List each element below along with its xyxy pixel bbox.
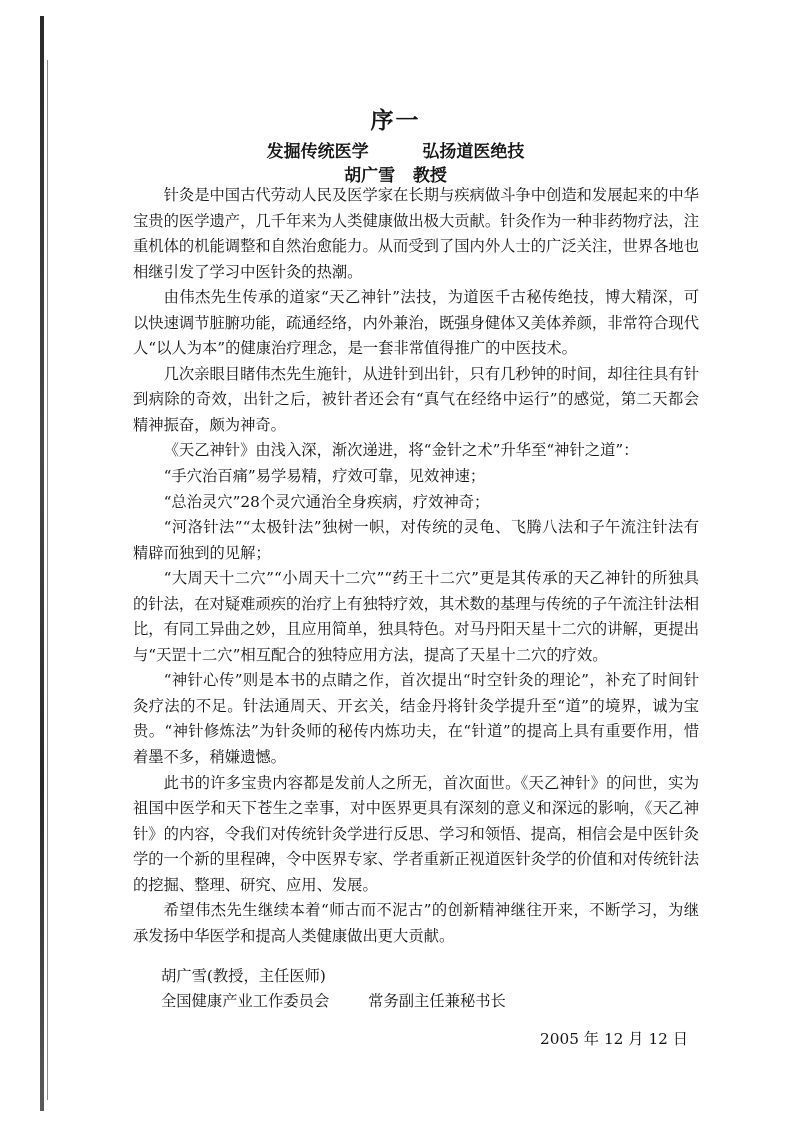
author-line: 胡广雪 教授 [344, 166, 447, 186]
signature-date: 2005 年 12 月 12 日 [540, 1030, 689, 1048]
signature-name: 胡广雪(教授，主任医师) [161, 967, 326, 985]
page-subtitle: 发掘传统医学 弘扬道医绝技 [266, 142, 525, 162]
paragraph: 希望伟杰先生继续本着“师古而不泥古”的创新精神继往开来，不断学习，为继承发扬中华医学和提高人类健康做出更大贡献。 [133, 901, 699, 945]
signature-organization: 全国健康产业工作委员会 常务副主任兼秘书长 [161, 992, 506, 1010]
scan-binding-line [47, 60, 48, 1100]
paragraph: 此书的许多宝贵内容都是发前人之所无，首次面世。《天乙神针》的问世，实为祖国中医学和天下苍生之幸事，对中医界更具有深刻的意义和深远的影响，《天乙神针》的内容，令我们对传统针灸学进行反思、学习和领悟、提高，相信会是中医针灸学的一个新的里程碑，令中医界专家、学者重新正视道医针灸学的价值和对传统针法的挖掘、整理、研究、应用、发展。 [133, 773, 699, 894]
paragraph: “总治灵穴”28个灵穴通治全身疾病，疗效神奇； [163, 492, 490, 511]
paragraph: 针灸是中国古代劳动人民及医学家在长期与疾病做斗争中创造和发展起来的中华宝贵的医学遗产，几千年来为人类健康做出极大贡献。针灸作为一种非药物疗法，注重机体的机能调整和自然治愈能力。从而受到了国内外人士的广泛关注，世界各地也相继引发了学习中医针灸的热潮。 [133, 186, 699, 281]
paragraph: “神针心传”则是本书的点睛之作，首次提出“时空针灸的理论”，补充了时间针灸疗法的不足。针法通周天、开玄关，结金丹将针灸学提升至“道”的境界，诚为宝贵。“神针修炼法”为针灸师的秘传内炼功夫，在“针道”的提高上具有重要作用，惜着墨不多，稍嫌遗憾。 [133, 671, 699, 767]
paragraph: 几次亲眼目睹伟杰先生施针，从进针到出针，只有几秒钟的时间，却往往具有针到病除的奇效，出针之后，被针者还会有“真气在经络中运行”的感觉，第二天都会精神振奋，颇为神奇。 [133, 364, 699, 434]
paragraph: “手穴治百痛”易学易精，疗效可靠，见效神速； [163, 467, 486, 486]
paragraph: 《天乙神针》由浅入深，渐次递进，将“金针之术”升华至“神针之道”： [163, 441, 639, 460]
page-title: 序一 [370, 108, 421, 134]
paragraph: “河洛针法”“太极针法”独树一帜，对传统的灵龟、飞腾八法和子午流注针法有精辟而独到的见解； [133, 518, 699, 562]
preface-body [133, 183, 699, 949]
paragraph: 由伟杰先生传承的道家“天乙神针”法技，为道医千古秘传绝技，博大精深，可以快速调节脏腑功能，疏通经络，内外兼治，既强身健体又美体养颜，非常符合现代人“以人为本”的健康治疗理念，是一套非常值得推广的中医技术。 [133, 288, 699, 358]
paragraph: “大周天十二穴”“小周天十二穴”“药王十二穴”更是其传承的天乙神针的所独具的针法，在对疑难顽疾的治疗上有独特疗效，其术数的基理与传统的子午流注针法相比，有同工异曲之妙，且应用简单，独具特色。对马丹阳天星十二穴的讲解，更提出与“天罡十二穴”相互配合的独特应用方法，提高了天星十二穴的疗效。 [133, 569, 699, 664]
